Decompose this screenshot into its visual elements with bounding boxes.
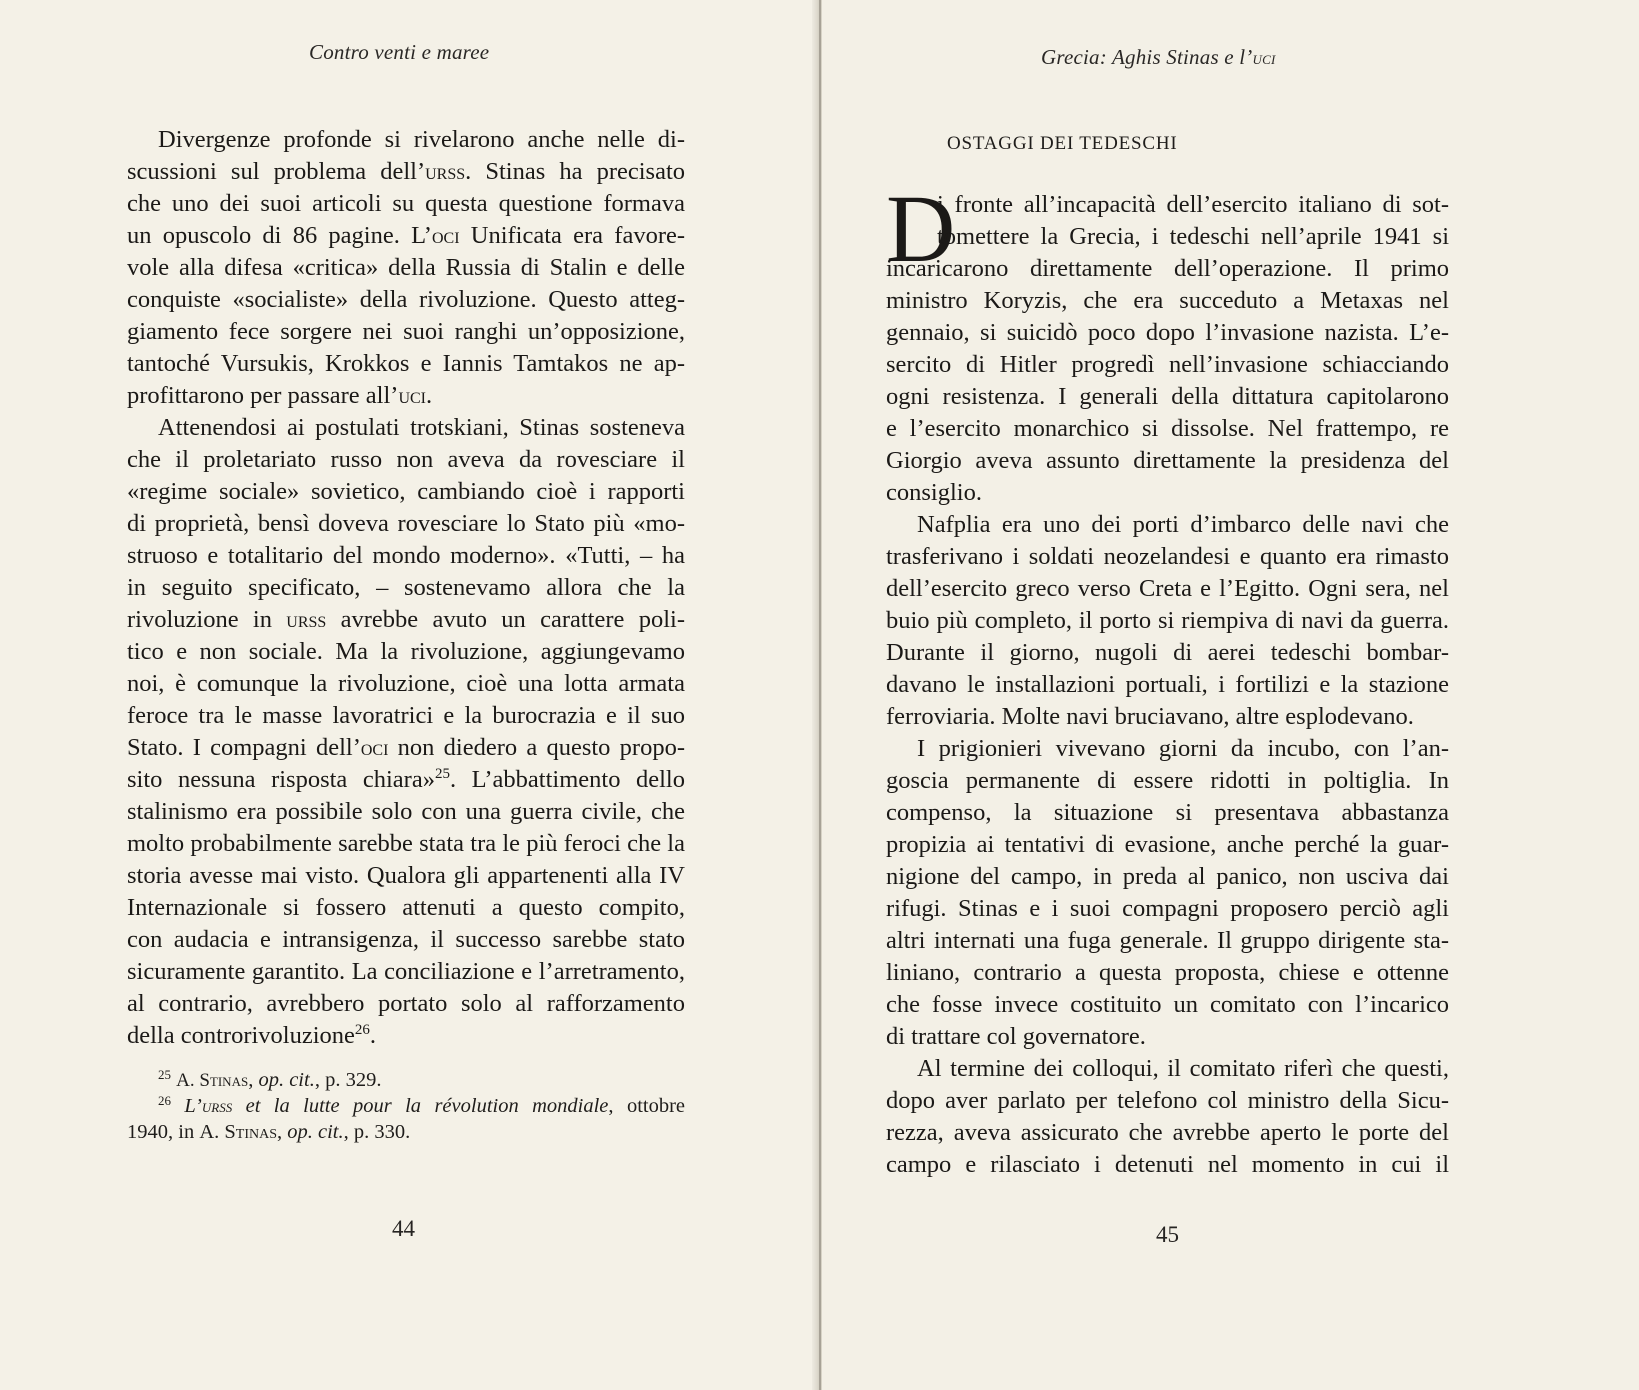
text-line: «regime sociale» sovietico, cambiando cioè i rapporti bbox=[127, 478, 685, 505]
text-line: ministro Koryzis, che era succeduto a Metaxas nel bbox=[886, 287, 1449, 314]
text-line: goscia permanente di essere ridotti in poltiglia. In bbox=[886, 767, 1449, 794]
section-heading: OSTAGGI DEI TEDESCHI bbox=[947, 133, 1178, 154]
right-running-head: Grecia: Aghis Stinas e l’uci bbox=[1041, 45, 1276, 69]
text-line: sercito di Hitler progredì nell’invasione schiacciando bbox=[886, 351, 1449, 378]
text-line: sicuramente garantito. La conciliazione e l’arretramento, bbox=[127, 958, 685, 985]
text-line: altri internati una fuga generale. Il gruppo dirigente sta- bbox=[886, 927, 1449, 954]
text-line: un opuscolo di 86 pagine. L’oci Unificata era favore- bbox=[127, 222, 685, 249]
drop-cap: D bbox=[886, 175, 956, 282]
text-line: propizia ai tentativi di evasione, anche perché la guar- bbox=[886, 831, 1449, 858]
footnote-ref-25: 25 bbox=[434, 766, 450, 782]
text-line: campo e rilasciato i detenuti nel momento in cui il bbox=[886, 1151, 1449, 1178]
right-paragraph-2 bbox=[886, 509, 1449, 733]
text-line: consiglio. bbox=[886, 479, 982, 506]
text-line: tomettere la Grecia, i tedeschi nell’aprile 1941 si bbox=[937, 223, 1449, 250]
text-line: I prigionieri vivevano giorni da incubo, con l’an- bbox=[917, 735, 1449, 762]
text-line: buio più completo, il porto si riempiva di navi da guerra. bbox=[886, 607, 1449, 634]
text-line: Durante il giorno, nugoli di aerei tedeschi bombar- bbox=[886, 639, 1449, 666]
footnote-26-cont: 1940, in A. Stinas, op. cit., p. 330. bbox=[127, 1121, 411, 1143]
text-line: dopo aver parlato per telefono col ministro della Sicu- bbox=[886, 1087, 1449, 1114]
text-line: ogni resistenza. I generali della dittatura capitolarono bbox=[886, 383, 1449, 410]
text-line: tico e non sociale. Ma la rivoluzione, aggiungevamo bbox=[127, 638, 685, 665]
text-line: di proprietà, bensì doveva rovesciare lo Stato più «mo- bbox=[127, 510, 685, 537]
left-body-text bbox=[127, 124, 685, 1052]
text-line: feroce tra le masse lavoratrici e la burocrazia e il suo bbox=[127, 702, 685, 729]
footnote-25: $^{25}$ A. Stinas, op. cit., p. 329. bbox=[158, 1067, 382, 1091]
text-line: noi, è comunque la rivoluzione, cioè una lotta armata bbox=[127, 670, 685, 697]
text-line: giamento fece sorgere nei suoi ranghi un’opposizione, bbox=[127, 318, 685, 345]
text-line: Attenendosi ai postulati trotskiani, Stinas sosteneva bbox=[158, 414, 685, 441]
left-paragraph-2 bbox=[127, 412, 685, 1052]
text-line: tantoché Vursukis, Krokkos e Iannis Tamtakos ne ap- bbox=[127, 350, 685, 377]
text-line: compenso, la situazione si presentava abbastanza bbox=[886, 799, 1449, 826]
right-page bbox=[822, 0, 1639, 1390]
left-running-head: Contro venti e maree bbox=[309, 40, 490, 64]
right-paragraph-3 bbox=[886, 733, 1449, 1053]
text-line: davano le installazioni portuali, i fortilizi e la stazione bbox=[886, 671, 1449, 698]
footnote-ref-26: 26 bbox=[354, 1022, 370, 1038]
text-line: sito nessuna risposta chiara»$^{25}$. L’abbattimento dello bbox=[127, 766, 685, 793]
text-line: Divergenze profonde si rivelarono anche nelle di- bbox=[158, 126, 685, 153]
text-line: Giorgio aveva assunto direttamente la presidenza del bbox=[886, 447, 1449, 474]
left-paragraph-1 bbox=[127, 124, 685, 412]
text-line: che uno dei suoi articoli su questa questione formava bbox=[127, 190, 685, 217]
text-line: rivoluzione in urss avrebbe avuto un carattere poli- bbox=[127, 606, 685, 633]
text-line: che fosse invece costituito un comitato con l’incarico bbox=[886, 991, 1449, 1018]
text-line: scussioni sul problema dell’urss. Stinas ha precisato bbox=[127, 158, 685, 185]
text-line: rifugi. Stinas e i suoi compagni proposero perciò agli bbox=[886, 895, 1449, 922]
text-line: Internazionale si fossero attenuti a questo compito, bbox=[127, 894, 685, 921]
right-paragraph-1 bbox=[886, 175, 1449, 509]
right-paragraph-4 bbox=[886, 1053, 1449, 1181]
text-line: al contrario, avrebbero portato solo al rafforzamento bbox=[127, 990, 685, 1017]
left-page-number: 44 bbox=[392, 1216, 415, 1241]
text-line: rezza, aveva assicurato che avrebbe aperto le porte del bbox=[886, 1119, 1449, 1146]
text-line: stalinismo era possibile solo con una guerra civile, che bbox=[127, 798, 685, 825]
text-line: i fronte all’incapacità dell’esercito italiano di sot- bbox=[937, 191, 1449, 218]
right-page-number: 45 bbox=[1156, 1222, 1179, 1247]
text-line: nigione del campo, in preda al panico, non usciva dai bbox=[886, 863, 1449, 890]
text-line: che il proletariato russo non aveva da rovesciare il bbox=[127, 446, 685, 473]
text-line: ferroviaria. Molte navi bruciavano, altre esplodevano. bbox=[886, 703, 1414, 730]
text-line: struoso e totalitario del mondo moderno». «Tutti, – ha bbox=[127, 542, 685, 569]
text-line: Stato. I compagni dell’oci non diedero a questo propo- bbox=[127, 734, 685, 761]
text-line: profittarono per passare all’uci. bbox=[127, 382, 433, 409]
footnotes bbox=[127, 1067, 685, 1145]
text-line: di trattare col governatore. bbox=[886, 1023, 1146, 1050]
text-line: conquiste «socialiste» della rivoluzione. Questo atteg- bbox=[127, 286, 685, 313]
text-line: con audacia e intransigenza, il successo sarebbe stato bbox=[127, 926, 685, 953]
text-line: e l’esercito monarchico si dissolse. Nel frattempo, re bbox=[886, 415, 1449, 442]
text-line: Al termine dei colloqui, il comitato riferì che questi, bbox=[917, 1055, 1449, 1082]
gutter-fold-line bbox=[819, 0, 821, 1390]
footnote-26: $^{26}$ L’urss et la lutte pour la révolution mondiale, ottobre bbox=[158, 1093, 685, 1117]
text-line: trasferivano i soldati neozelandesi e quanto era rimasto bbox=[886, 543, 1449, 570]
text-line: dell’esercito greco verso Creta e l’Egitto. Ogni sera, nel bbox=[886, 575, 1449, 602]
text-line: in seguito specificato, – sostenevamo allora che la bbox=[127, 574, 685, 601]
text-line: Nafplia era uno dei porti d’imbarco delle navi che bbox=[917, 511, 1449, 538]
text-line: molto probabilmente sarebbe stata tra le più feroci che la bbox=[127, 830, 685, 857]
right-body-text bbox=[886, 175, 1449, 1181]
text-line: vole alla difesa «critica» della Russia di Stalin e delle bbox=[127, 254, 685, 281]
text-line: della controrivoluzione$^{26}$. bbox=[127, 1022, 377, 1049]
text-line: storia avesse mai visto. Qualora gli appartenenti alla IV bbox=[127, 862, 685, 889]
text-line: incaricarono direttamente dell’operazione. Il primo bbox=[886, 255, 1449, 282]
text-line: gennaio, si suicidò poco dopo l’invasione nazista. L’e- bbox=[886, 319, 1449, 346]
text-line: liniano, contrario a questa proposta, chiese e ottenne bbox=[886, 959, 1449, 986]
